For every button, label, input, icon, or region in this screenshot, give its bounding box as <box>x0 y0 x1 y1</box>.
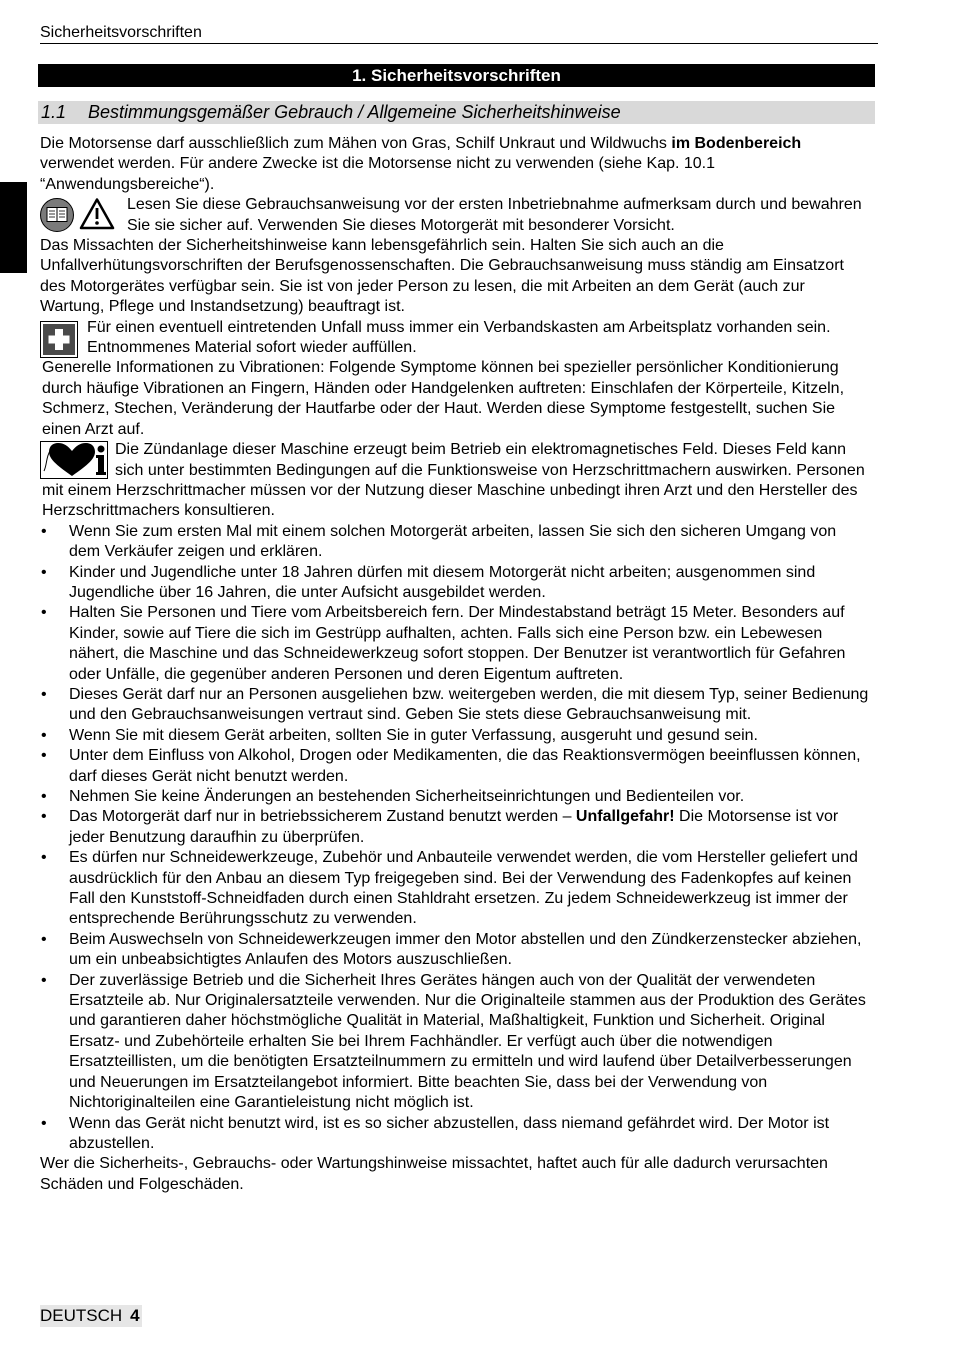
page-number: 4 <box>130 1306 140 1325</box>
list-item: • Halten Sie Personen und Tiere vom Arbeitsbereich fern. Der Mindestabstand beträgt 15 Meter. Besonders auf Kinder, sowie auf Tiere die sich im Gestrüpp aufhalten, achten. Falls sich eine Person bzw. ein Lebewesen nähert, die Maschine und das Schneidewerkzeug sofort stoppen. Der Benutzer ist verantwortlich für Gefahren oder Unfälle, die gegenüber anderen Personen und deren Eigentum auftreten. <box>40 603 870 685</box>
manual-notice <box>40 195 870 236</box>
list-item: • Der zuverlässige Betrieb und die Sicherheit Ihres Gerätes hängen auch von der Qualität der verwendeten Ersatzteile ab. Nur Originalersatzteile verwenden. Nur die Originalteile stammen aus der Produktion des Gerätes und garantieren daher höchstmögliche Qualität in Material, Maßhaltigkeit, Funktion und Sicherheit. Original Ersatz- und Zubehörteile erhalten Sie bei Ihrem Fachhändler. Er verfügt auch über die notwendigen Ersatzteillisten, um die benötigten Ersatzteilnummern zu ermitteln und wird laufend über Detailverbesserungen und Neuerungen im Ersatzteilangebot informiert. Bitte beachten Sie, dass bei der Verwendung von Nichtoriginalteilen eine Garantieleistung nicht möglich ist. <box>40 971 870 1114</box>
list-item: • Wenn Sie zum ersten Mal mit einem solchen Motorgerät arbeiten, lassen Sie sich den sicheren Umgang von dem Verkäufer zeigen und erklären. <box>40 522 870 563</box>
closing-paragraph: Wer die Sicherheits-, Gebrauchs- oder Wartungshinweise missachtet, haftet auch für alle dadurch verursachten Schäden und Folgeschäden. <box>40 1155 828 1193</box>
manual-book-icon <box>41 199 74 232</box>
subsection-heading <box>38 101 875 124</box>
vibration-paragraph: Generelle Informationen zu Vibrationen: Folgende Symptome können bei spezieller persönlicher Konditionierung durch häufige Vibrationen an Fingern, Händen oder Handgelenken auftreten: Einschlafen der Körperteile, Kitzeln, Schmerz, Stechen, Veränderung der Hautfarbe oder der Haut. Werden diese Symptome festgestellt, suchen Sie einen Arzt auf. <box>42 359 845 438</box>
warning-paragraph: Das Missachten der Sicherheitshinweise kann lebensgefährlich sein. Halten Sie sich auch an die Unfallverhütungsvorschriften der Berufsgenossenschaften. Die Gebrauchsanweisung muss ständig am Einsatzort des Motorgerätes verfügbar sein. Sie ist von jeder Person zu lesen, die mit Arbeiten an dem Gerät (auch zur Wartung, Pflege und Instandsetzung) beauftragt ist. <box>40 237 844 316</box>
list-item: • Unter dem Einfluss von Alkohol, Drogen oder Medikamenten, die das Reaktionsvermögen beeinflussen können, darf dieses Gerät nicht benutzt werden. <box>40 746 870 787</box>
section-heading: 1. Sicherheitsvorschriften <box>38 64 875 87</box>
page-content <box>40 134 870 1195</box>
list-item: • Nehmen Sie keine Änderungen an bestehenden Sicherheitseinrichtungen und Bedienteilen vor. <box>40 787 870 807</box>
running-header: Sicherheitsvorschriften <box>40 23 878 44</box>
pacemaker-notice-text-first: Die Zündanlage dieser Maschine erzeugt beim Betrieb ein elektromagnetisches Feld. Dieses Feld kann sich unter bestimmten Bedingungen auf die Funktionsweise von Herzschrittmachern auswirken. Personen <box>115 441 865 479</box>
subsection-title: Bestimmungsgemäßer Gebrauch / Allgemeine Sicherheitshinweise <box>88 102 621 122</box>
pacemaker-warning-icon <box>40 441 108 479</box>
language-tab-marker <box>0 182 27 273</box>
list-item: • Das Motorgerät darf nur in betriebssicherem Zustand benutzt werden – Unfallgefahr! Die Motorsense ist vor jeder Benutzung daraufhin zu überprüfen. <box>40 807 870 848</box>
list-item: • Dieses Gerät darf nur an Personen ausgeliehen bzw. weitergeben werden, die mit diesem Typ, seiner Bedienung und den Gebrauchsanweisungen vertraut sind. Geben Sie stets diese Gebrauchsanweisung mit. <box>40 685 870 726</box>
first-aid-icon <box>40 321 78 358</box>
footer-language: DEUTSCH <box>40 1306 123 1325</box>
list-item: • Wenn Sie mit diesem Gerät arbeiten, sollten Sie in guter Verfassung, ausgeruht und gesund sein. <box>40 726 870 746</box>
pacemaker-notice <box>40 440 870 522</box>
manual-notice-text: Lesen Sie diese Gebrauchsanweisung vor der ersten Inbetriebnahme aufmerksam durch und bewahren Sie sie sicher auf. Verwenden Sie dieses Motorgerät mit besonderer Vorsicht. <box>127 196 862 234</box>
list-item: • Beim Auswechseln von Schneidewerkzeugen immer den Motor abstellen und den Zündkerzenstecker abziehen, um ein unbeabsichtigtes Anlaufen des Motors auszuschließen. <box>40 930 870 971</box>
first-aid-notice-text: Für einen eventuell eintretenden Unfall muss immer ein Verbandskasten am Arbeitsplatz vorhanden sein. Entnommenes Material sofort wieder auffüllen. <box>87 318 831 357</box>
list-item: • Es dürfen nur Schneidewerkzeuge, Zubehör und Anbauteile verwendet werden, die vom Hersteller geliefert und ausdrücklich für den Anbau an diesem Typ freigegeben sind. Bei der Verwendung des Fadenkopfes auf keinen Fall den Kunststoff-Schneidfaden durch einen Stahldraht ersetzen. Zu jedem Schneidewerkzeug ist immer der entsprechende Berührungsschutz zu verwenden. <box>40 848 870 930</box>
list-item: • Wenn das Gerät nicht benutzt wird, ist es so sicher abzustellen, dass niemand gefährdet wird. Der Motor ist abzustellen. <box>40 1114 870 1155</box>
pacemaker-notice-text: mit einem Herzschrittmacher müssen vor der Nutzung dieser Maschine unbedingt ihren Arzt und den Hersteller des Herzschrittmachers konsultieren. <box>42 481 858 520</box>
subsection-number: 1.1 <box>41 102 67 122</box>
page-footer <box>40 1305 142 1327</box>
safety-bullet-list <box>40 522 870 1155</box>
warning-triangle-icon <box>81 200 113 229</box>
first-aid-notice <box>40 318 870 359</box>
list-item: • Kinder und Jugendliche unter 18 Jahren dürfen mit diesem Motorgerät nicht arbeiten; ausgenommen sind Jugendliche über 16 Jahren, die unter Aufsicht ausgebildet werden. <box>40 563 870 604</box>
intro-paragraph: Die Motorsense darf ausschließlich zum Mähen von Gras, Schilf Unkraut und Wildwuchs im Bodenbereich verwendet werden. Für andere Zwecke ist die Motorsense nicht zu verwenden (siehe Kap. 10.1 “Anwendungsbereiche“). <box>40 135 802 193</box>
